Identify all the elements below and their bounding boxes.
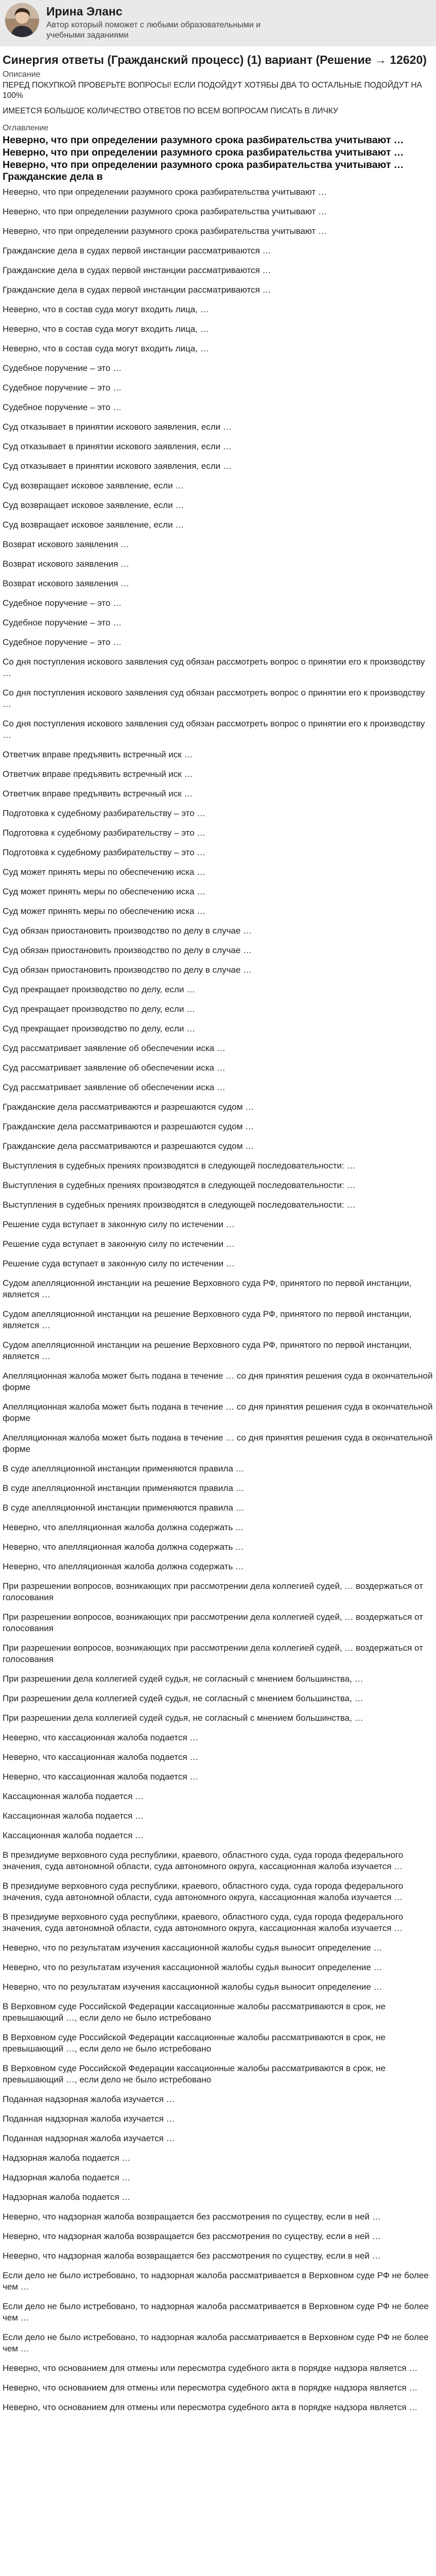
- toc-item[interactable]: Суд обязан приостановить производство по делу в случае …: [3, 926, 252, 936]
- toc-item[interactable]: Судебное поручение – это …: [3, 637, 122, 648]
- toc-item[interactable]: Решение суда вступает в законную силу по истечении …: [3, 1239, 235, 1249]
- toc-item[interactable]: Неверно, что в состав суда могут входить лица, …: [3, 344, 209, 354]
- toc-item[interactable]: В Верховном суде Российской Федерации кассационные жалобы рассматриваются в срок, не превышающий …, если дело не было истребовано: [3, 2063, 386, 2085]
- avatar[interactable]: [5, 3, 39, 37]
- toc-item[interactable]: Суд рассматривает заявление об обеспечении иска …: [3, 1063, 225, 1073]
- toc-item[interactable]: В суде апелляционной инстанции применяются правила …: [3, 1503, 245, 1513]
- toc-item[interactable]: Неверно, что апелляционная жалоба должна содержать …: [3, 1522, 245, 1533]
- toc-item[interactable]: Неверно, что при определении разумного срока разбирательства учитывают …: [3, 207, 327, 217]
- toc-item[interactable]: Неверно, что при определении разумного срока разбирательства учитывают …: [3, 226, 327, 236]
- toc-item[interactable]: Неверно, что основанием для отмены или пересмотра судебного акта в порядке надзора является …: [3, 2383, 418, 2393]
- toc-item[interactable]: Возврат искового заявления …: [3, 579, 130, 589]
- toc-item[interactable]: Суд рассматривает заявление об обеспечении иска …: [3, 1082, 225, 1093]
- toc-item[interactable]: В президиуме верховного суда республики, краевого, областного суда, суда города федерального значения, суда автономной области, суда автономного округа, кассационная жалоба изучается …: [3, 1881, 404, 1903]
- toc-item[interactable]: Неверно, что надзорная жалоба возвращается без рассмотрения по существу, если в ней …: [3, 2212, 381, 2222]
- toc-item[interactable]: Ответчик вправе предъявить встречный иск …: [3, 750, 193, 760]
- toc-item[interactable]: Поданная надзорная жалоба изучается …: [3, 2133, 175, 2144]
- toc-item[interactable]: В президиуме верховного суда республики, краевого, областного суда, суда города федерального значения, суда автономной области, суда автономного округа, кассационная жалоба изучается …: [3, 1912, 404, 1934]
- toc-item[interactable]: Неверно, что кассационная жалоба подается …: [3, 1733, 199, 1743]
- toc-item[interactable]: Суд отказывает в принятии искового заявления, если …: [3, 442, 232, 452]
- toc-item[interactable]: Судебное поручение – это …: [3, 402, 122, 413]
- toc-item[interactable]: Суд прекращает производство по делу, если …: [3, 1004, 196, 1014]
- toc-item[interactable]: Апелляционная жалоба может быть подана в течение … со дня принятия решения суда в окончательной форме: [3, 1433, 433, 1454]
- author-photo-icon: [5, 3, 39, 37]
- toc-item[interactable]: Возврат искового заявления …: [3, 559, 130, 569]
- toc-item[interactable]: Решение суда вступает в законную силу по истечении …: [3, 1259, 235, 1269]
- toc-item[interactable]: Выступления в судебных прениях производятся в следующей последовательности: …: [3, 1161, 356, 1171]
- toc-item[interactable]: Неверно, что кассационная жалоба подается …: [3, 1752, 199, 1762]
- toc-item[interactable]: Выступления в судебных прениях производятся в следующей последовательности: …: [3, 1180, 356, 1191]
- toc-item[interactable]: Суд обязан приостановить производство по делу в случае …: [3, 965, 252, 975]
- page-title: Синергия ответы (Гражданский процесс) (1) вариант (Решение → 12620): [3, 53, 427, 66]
- description-line-contact-note: ИМЕЕТСЯ БОЛЬШОЕ КОЛИЧЕСТВО ОТВЕТОВ ПО ВСЕМ ВОПРОСАМ ПИСАТЬ В ЛИЧКУ: [3, 106, 338, 115]
- toc-item[interactable]: При разрешении дела коллегией судей судья, не согласный с мнением большинства, …: [3, 1713, 363, 1723]
- toc-item[interactable]: Неверно, что по результатам изучения кассационной жалобы судья выносит определение …: [3, 1962, 382, 1973]
- toc-item[interactable]: Суд прекращает производство по делу, если …: [3, 985, 196, 995]
- toc-item[interactable]: Гражданские дела в судах первой инстанции рассматриваются …: [3, 265, 271, 276]
- toc-item[interactable]: Суд рассматривает заявление об обеспечении иска …: [3, 1043, 225, 1054]
- toc-item[interactable]: Суд возвращает исковое заявление, если …: [3, 481, 184, 491]
- author-profile-card[interactable]: [0, 0, 436, 46]
- toc-item[interactable]: При разрешении вопросов, возникающих при рассмотрении дела коллегией судей, … воздержаться от голосования: [3, 1612, 423, 1634]
- toc-item[interactable]: Ответчик вправе предъявить встречный иск …: [3, 789, 193, 799]
- toc-item[interactable]: Поданная надзорная жалоба изучается …: [3, 2114, 175, 2124]
- toc-item[interactable]: При разрешении вопросов, возникающих при рассмотрении дела коллегией судей, … воздержаться от голосования: [3, 1581, 423, 1603]
- toc-item[interactable]: Если дело не было истребовано, то надзорная жалоба рассматривается в Верховном суде РФ не более чем …: [3, 2301, 429, 2323]
- toc-item[interactable]: Неверно, что надзорная жалоба возвращается без рассмотрения по существу, если в ней …: [3, 2251, 381, 2261]
- description-label: Описание: [3, 70, 41, 79]
- toc-item[interactable]: Неверно, что при определении разумного срока разбирательства учитывают …: [3, 187, 327, 197]
- toc-item[interactable]: Если дело не было истребовано, то надзорная жалоба рассматривается в Верховном суде РФ не более чем …: [3, 2270, 429, 2292]
- toc-item[interactable]: Выступления в судебных прениях производятся в следующей последовательности: …: [3, 1200, 356, 1210]
- toc-item[interactable]: Решение суда вступает в законную силу по истечении …: [3, 1219, 235, 1230]
- toc-item[interactable]: Гражданские дела рассматриваются и разрешаются судом …: [3, 1122, 254, 1132]
- toc-item[interactable]: Надзорная жалоба подается …: [3, 2173, 131, 2183]
- description-line-purchase-note: ПЕРЕД ПОКУПКОЙ ПРОВЕРЬТЕ ВОПРОСЫ! ЕСЛИ ПОДОЙДУТ ХОТЯБЫ ДВА ТО ОСТАЛЬНЫЕ ПОДОЙДУТ НА 100%: [3, 80, 422, 100]
- toc-item[interactable]: Судом апелляционной инстанции на решение Верховного суда РФ, принятого по первой инстанции, является …: [3, 1309, 412, 1331]
- author-name[interactable]: Ирина Эланс: [46, 5, 123, 18]
- toc-item[interactable]: В президиуме верховного суда республики, краевого, областного суда, суда города федерального значения, суда автономной области, суда автономного округа, кассационная жалоба изучается …: [3, 1850, 404, 1872]
- toc-item[interactable]: Гражданские дела рассматриваются и разрешаются судом …: [3, 1141, 254, 1151]
- toc-item[interactable]: Со дня поступления искового заявления суд обязан рассмотреть вопрос о принятии его к производству …: [3, 688, 425, 709]
- toc-item[interactable]: При разрешении вопросов, возникающих при рассмотрении дела коллегией судей, … воздержаться от голосования: [3, 1643, 423, 1665]
- toc-item[interactable]: Со дня поступления искового заявления суд обязан рассмотреть вопрос о принятии его к производству …: [3, 719, 425, 740]
- toc-item[interactable]: В суде апелляционной инстанции применяются правила …: [3, 1464, 245, 1474]
- toc-item[interactable]: При разрешении дела коллегией судей судья, не согласный с мнением большинства, …: [3, 1674, 363, 1684]
- toc-item[interactable]: Подготовка к судебному разбирательству – это …: [3, 848, 206, 858]
- toc-item[interactable]: Неверно, что апелляционная жалоба должна содержать …: [3, 1562, 245, 1572]
- toc-item[interactable]: Неверно, что апелляционная жалоба должна содержать …: [3, 1542, 245, 1552]
- toc-item[interactable]: Гражданские дела в судах первой инстанции рассматриваются …: [3, 246, 271, 256]
- toc-item[interactable]: Гражданские дела в судах первой инстанции рассматриваются …: [3, 285, 271, 295]
- toc-item[interactable]: Возврат искового заявления …: [3, 539, 130, 550]
- toc-item[interactable]: Суд может принять меры по обеспечению иска …: [3, 887, 206, 897]
- toc-item[interactable]: Неверно, что в состав суда могут входить лица, …: [3, 304, 209, 315]
- toc-item[interactable]: Судебное поручение – это …: [3, 618, 122, 628]
- toc-item[interactable]: Апелляционная жалоба может быть подана в течение … со дня принятия решения суда в окончательной форме: [3, 1371, 433, 1393]
- toc-item[interactable]: Со дня поступления искового заявления суд обязан рассмотреть вопрос о принятии его к производству …: [3, 657, 425, 679]
- toc-item[interactable]: Надзорная жалоба подается …: [3, 2153, 131, 2163]
- toc-item[interactable]: Суд прекращает производство по делу, если …: [3, 1024, 196, 1034]
- toc-item[interactable]: Суд обязан приостановить производство по делу в случае …: [3, 945, 252, 956]
- toc-item[interactable]: Суд может принять меры по обеспечению иска …: [3, 906, 206, 917]
- toc-item[interactable]: Неверно, что по результатам изучения кассационной жалобы судья выносит определение …: [3, 1943, 382, 1953]
- toc-item[interactable]: Неверно, что по результатам изучения кассационной жалобы судья выносит определение …: [3, 1982, 382, 1992]
- toc-item[interactable]: Подготовка к судебному разбирательству – это …: [3, 808, 206, 819]
- toc-item[interactable]: Кассационная жалоба подается …: [3, 1791, 144, 1802]
- toc-item[interactable]: Неверно, что надзорная жалоба возвращается без рассмотрения по существу, если в ней …: [3, 2231, 381, 2242]
- toc-item[interactable]: Апелляционная жалоба может быть подана в течение … со дня принятия решения суда в окончательной форме: [3, 1402, 433, 1423]
- toc-item[interactable]: Судом апелляционной инстанции на решение Верховного суда РФ, принятого по первой инстанции, является …: [3, 1340, 412, 1362]
- toc-label: Оглавление: [3, 123, 49, 132]
- toc-item[interactable]: Подготовка к судебному разбирательству – это …: [3, 828, 206, 838]
- toc-item[interactable]: При разрешении дела коллегией судей судья, не согласный с мнением большинства, …: [3, 1693, 363, 1704]
- toc-item[interactable]: Кассационная жалоба подается …: [3, 1831, 144, 1841]
- toc-item[interactable]: Суд возвращает исковое заявление, если …: [3, 500, 184, 511]
- toc-item[interactable]: Судебное поручение – это …: [3, 363, 122, 374]
- toc-item[interactable]: Если дело не было истребовано, то надзорная жалоба рассматривается в Верховном суде РФ не более чем …: [3, 2332, 429, 2354]
- profile-text: [46, 3, 263, 41]
- table-of-contents: [3, 187, 433, 2413]
- toc-item[interactable]: Судом апелляционной инстанции на решение Верховного суда РФ, принятого по первой инстанции, является …: [3, 1278, 412, 1300]
- toc-item[interactable]: В Верховном суде Российской Федерации кассационные жалобы рассматриваются в срок, не превышающий …, если дело не было истребовано: [3, 2002, 386, 2023]
- toc-item[interactable]: Неверно, что кассационная жалоба подается …: [3, 1772, 199, 1782]
- toc-item[interactable]: Поданная надзорная жалоба изучается …: [3, 2094, 175, 2105]
- toc-item[interactable]: Неверно, что в состав суда могут входить лица, …: [3, 324, 209, 334]
- toc-item[interactable]: Неверно, что основанием для отмены или пересмотра судебного акта в порядке надзора является …: [3, 2402, 418, 2413]
- toc-item[interactable]: Неверно, что основанием для отмены или пересмотра судебного акта в порядке надзора является …: [3, 2363, 418, 2374]
- toc-item[interactable]: Кассационная жалоба подается …: [3, 1811, 144, 1821]
- toc-item[interactable]: Надзорная жалоба подается …: [3, 2192, 131, 2202]
- toc-item[interactable]: Суд отказывает в принятии искового заявления, если …: [3, 422, 232, 432]
- toc-item[interactable]: Гражданские дела рассматриваются и разрешаются судом …: [3, 1102, 254, 1112]
- toc-item[interactable]: Суд отказывает в принятии искового заявления, если …: [3, 461, 232, 471]
- toc-item[interactable]: Суд возвращает исковое заявление, если …: [3, 520, 184, 530]
- toc-item[interactable]: Суд может принять меры по обеспечению иска …: [3, 867, 206, 877]
- toc-item[interactable]: Судебное поручение – это …: [3, 598, 122, 608]
- toc-first-entry[interactable]: Неверно, что при определении разумного срока разбирательства учитывают … Неверно, что при определении разумного срока разбирательства учитывают … Неверно, что при определении разумного срока разбирательства учитывают … Гражданские дела в: [3, 134, 404, 183]
- toc-item[interactable]: Судебное поручение – это …: [3, 383, 122, 393]
- toc-item[interactable]: В Верховном суде Российской Федерации кассационные жалобы рассматриваются в срок, не превышающий …, если дело не было истребовано: [3, 2032, 386, 2054]
- author-description: Автор который поможет с любыми образовательными и учебными заданиями: [46, 20, 261, 40]
- toc-item[interactable]: В суде апелляционной инстанции применяются правила …: [3, 1483, 245, 1494]
- toc-item[interactable]: Ответчик вправе предъявить встречный иск …: [3, 769, 193, 779]
